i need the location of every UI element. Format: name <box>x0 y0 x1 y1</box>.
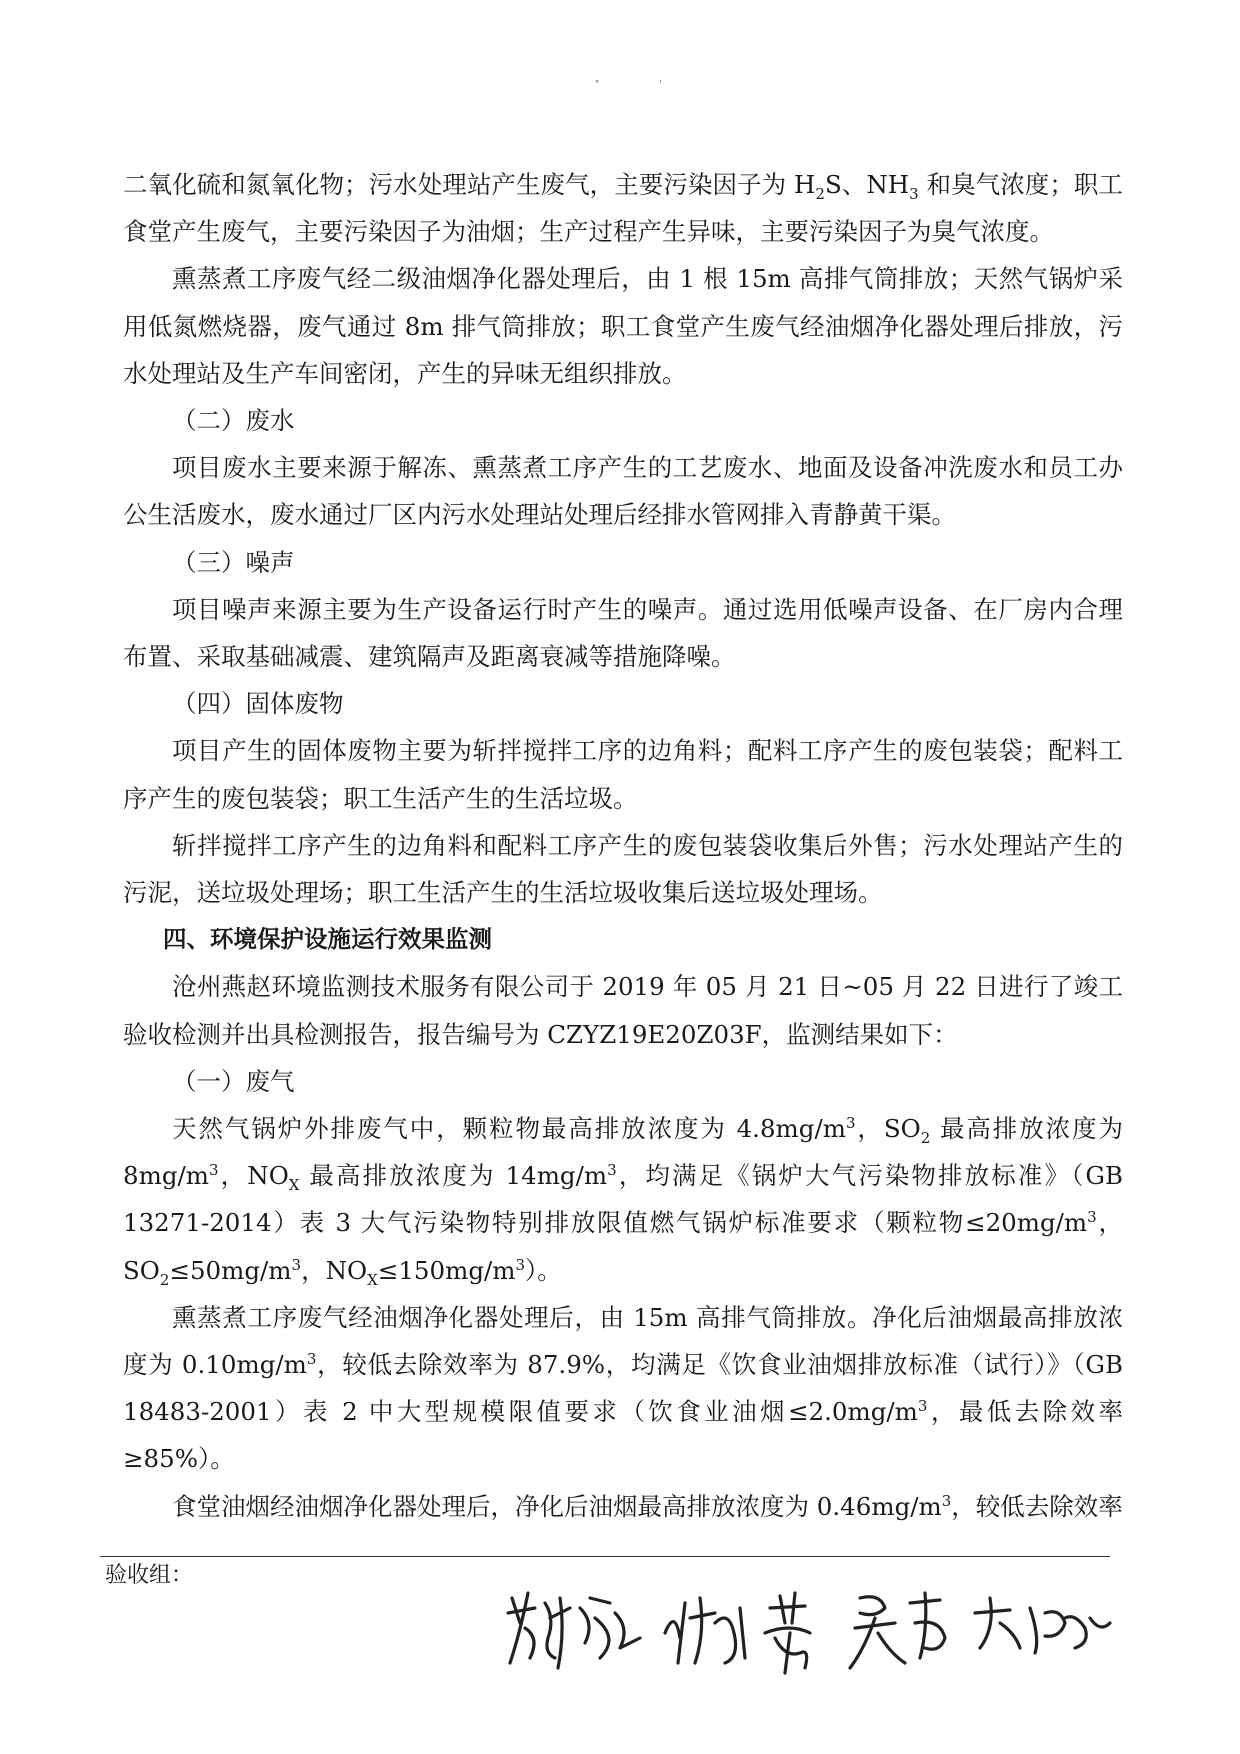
text-run: ，较低去除效率 <box>951 1491 1123 1521</box>
paragraph <box>123 822 1123 916</box>
superscript: 3 <box>1087 1208 1097 1227</box>
text-run: ，较低去除效率为 87.9%，均满足《饮食业油烟排放标准（试行）》（GB 18483-2001）表 2 中大型规模限值要求（饮食业油烟≤2.0mg/m <box>123 1350 1123 1427</box>
text-run: ，SO <box>123 1208 1123 1285</box>
text-run: ，均满足《锅炉大气污染物排放标准》（GB 13271-2014）表 3 大气污染物特别排放限值燃气锅炉标准要求（颗粒物≤20mg/m <box>123 1161 1124 1238</box>
text-run: ）。 <box>525 1255 562 1285</box>
text-run: 项目产生的固体废物主要为斩拌搅拌工序的边角料；配料工序产生的废包装袋；配料工序产生的废包装袋；职工生活产生的生活垃圾。 <box>123 736 1123 813</box>
text-run: （一）废气 <box>172 1066 295 1096</box>
superscript: 3 <box>845 1113 856 1132</box>
text-run: ≤150mg/m <box>377 1255 516 1285</box>
subscript: X <box>288 1176 300 1195</box>
text-run: 最高排放浓度为 14mg/m <box>299 1161 608 1191</box>
text-run: 最高排放浓度为 8mg/m <box>123 1114 1123 1191</box>
superscript: 3 <box>917 1397 928 1416</box>
signatures-image <box>500 1578 1120 1678</box>
text-run: ，最低去除效率≥85%）。 <box>123 1397 1124 1474</box>
subscript: 2 <box>159 1270 170 1289</box>
superscript: 3 <box>607 1161 617 1180</box>
paragraph <box>123 255 1123 397</box>
subscript: 3 <box>909 184 919 203</box>
text-run: 和臭气浓度；职工食堂产生废气，主要污染因子为油烟；生产过程产生异味，主要污染因子为臭气浓度。 <box>123 170 1123 247</box>
text-run: 天然气锅炉外排废气中，颗粒物最高排放浓度为 4.8mg/m <box>172 1114 846 1144</box>
text-run: ，SO <box>855 1114 921 1144</box>
subsection-heading <box>123 680 1123 727</box>
paragraph <box>123 1483 1123 1530</box>
paragraph <box>123 1105 1123 1294</box>
footer-divider <box>100 1556 1110 1557</box>
text-run: ，NO <box>301 1255 368 1285</box>
document-body <box>123 161 1123 1530</box>
acceptance-group-label: 验收组： <box>105 1563 194 1588</box>
text-run: S、NH <box>824 170 910 199</box>
text-run: （二）废水 <box>172 406 295 436</box>
superscript: 3 <box>515 1255 526 1274</box>
section-title <box>123 916 1123 963</box>
text-run: ，NO <box>218 1161 289 1191</box>
text-run: 二氧化硫和氮氧化物；污水处理站产生废气，主要污染因子为 H <box>123 170 816 199</box>
text-run: 项目废水主要来源于解冻、熏蒸煮工序产生的工艺废水、地面及设备冲洗废水和员工办公生活废水，废水通过厂区内污水处理站处理后经排水管网排入青静黄干渠。 <box>123 453 1123 530</box>
subsection-heading <box>123 1058 1123 1105</box>
text-run: 沧州燕赵环境监测技术服务有限公司于 2019 年 05 月 21 日~05 月 22 日进行了竣工验收检测并出具检测报告，报告编号为 CZYZ19E20Z03F，监测结果如下： <box>123 972 1123 1049</box>
paragraph <box>123 161 1123 255</box>
paragraph <box>123 1294 1123 1483</box>
scan-mark: ' <box>659 80 722 90</box>
superscript: 3 <box>306 1349 317 1368</box>
paragraph <box>123 963 1123 1057</box>
paragraph <box>123 444 1123 538</box>
text-run: 熏蒸煮工序废气经二级油烟净化器处理后，由 1 根 15m 高排气筒排放；天然气锅炉采用低氮燃烧器，废气通过 8m 排气筒排放；职工食堂产生废气经油烟净化器处理后排放，污水处理站及生产车间密闭，产生的异味无组织排放。 <box>123 264 1123 388</box>
superscript: 3 <box>291 1255 302 1274</box>
superscript: 3 <box>209 1161 219 1180</box>
text-run: 四、环境保护设施运行效果监测 <box>163 925 492 954</box>
subscript: X <box>367 1270 378 1289</box>
subsection-heading <box>123 397 1123 444</box>
paragraph <box>123 586 1123 680</box>
subsection-heading <box>123 539 1123 586</box>
text-run: 食堂油烟经油烟净化器处理后，净化后油烟最高排放浓度为 0.46mg/m <box>172 1491 942 1521</box>
subscript: 2 <box>920 1128 931 1147</box>
text-run: 熏蒸煮工序废气经油烟净化器处理后，由 15m 高排气筒排放。净化后油烟最高排放浓度为 0.10mg/m <box>123 1302 1123 1380</box>
text-run: （四）固体废物 <box>172 689 344 719</box>
paragraph <box>123 727 1123 821</box>
superscript: 3 <box>941 1491 952 1510</box>
scan-mark: " <box>595 80 660 90</box>
text-run: ≤50mg/m <box>169 1255 292 1285</box>
text-run: （三）噪声 <box>172 547 295 577</box>
text-run: 斩拌搅拌工序产生的边角料和配料工序产生的废包装袋收集后外售；污水处理站产生的污泥，送垃圾处理场；职工生活产生的生活垃圾收集后送垃圾处理场。 <box>123 830 1123 908</box>
text-run: 项目噪声来源主要为生产设备运行时产生的噪声。通过选用低噪声设备、在厂房内合理布置、采取基础减震、建筑隔声及距离衰减等措施降噪。 <box>123 594 1123 672</box>
scan-marks <box>595 80 722 90</box>
subscript: 2 <box>815 184 825 203</box>
